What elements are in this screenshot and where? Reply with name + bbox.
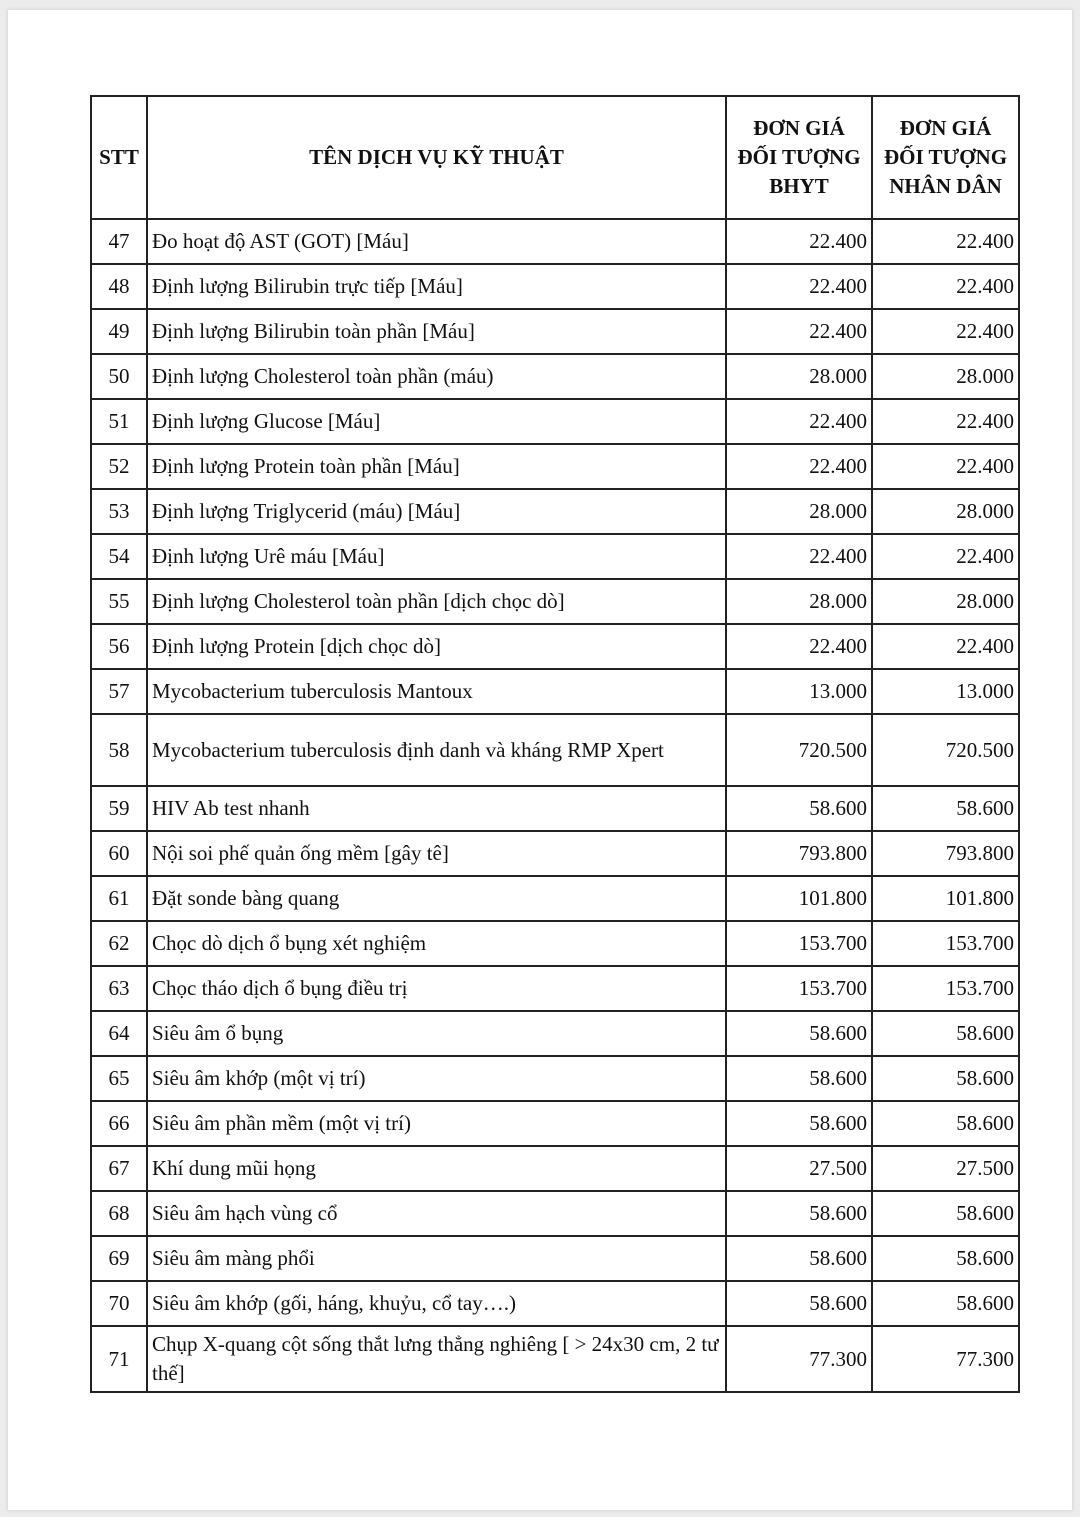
row-stt: 58: [91, 714, 147, 786]
row-price-nhan-dan: 77.300: [872, 1326, 1019, 1392]
table-row: [91, 309, 1019, 354]
row-service-name: Siêu âm phần mềm (một vị trí): [147, 1101, 726, 1146]
row-stt: 71: [91, 1326, 147, 1392]
row-price-nhan-dan: 27.500: [872, 1146, 1019, 1191]
header-bhyt-line-3: BHYT: [769, 174, 829, 198]
row-price-bhyt: 28.000: [726, 579, 872, 624]
row-price-bhyt: 22.400: [726, 624, 872, 669]
row-stt: 66: [91, 1101, 147, 1146]
row-stt: 68: [91, 1191, 147, 1236]
table-row: [91, 1011, 1019, 1056]
table-row: [91, 669, 1019, 714]
row-price-nhan-dan: 28.000: [872, 354, 1019, 399]
row-price-bhyt: 793.800: [726, 831, 872, 876]
header-nhan-dan-line-1: ĐƠN GIÁ: [899, 116, 992, 140]
row-price-nhan-dan: 58.600: [872, 1056, 1019, 1101]
row-price-bhyt: 58.600: [726, 1101, 872, 1146]
row-stt: 69: [91, 1236, 147, 1281]
row-price-bhyt: 28.000: [726, 489, 872, 534]
header-nhan-dan-line-2: ĐỐI TƯỢNG: [883, 145, 1008, 169]
row-stt: 60: [91, 831, 147, 876]
table-row: [91, 1191, 1019, 1236]
header-stt: STT: [91, 96, 147, 219]
row-service-name: Định lượng Urê máu [Máu]: [147, 534, 726, 579]
table-row: [91, 264, 1019, 309]
table-row: [91, 624, 1019, 669]
table-header: [91, 96, 1019, 219]
row-price-nhan-dan: 58.600: [872, 1236, 1019, 1281]
row-service-name: Định lượng Glucose [Máu]: [147, 399, 726, 444]
row-price-bhyt: 22.400: [726, 444, 872, 489]
row-service-name: Đo hoạt độ AST (GOT) [Máu]: [147, 219, 726, 264]
row-price-nhan-dan: 28.000: [872, 579, 1019, 624]
row-service-name: Siêu âm hạch vùng cổ: [147, 1191, 726, 1236]
table-row: [91, 534, 1019, 579]
row-service-name: Định lượng Protein [dịch chọc dò]: [147, 624, 726, 669]
row-stt: 48: [91, 264, 147, 309]
row-price-bhyt: 58.600: [726, 1236, 872, 1281]
row-stt: 63: [91, 966, 147, 1011]
row-service-name: Khí dung mũi họng: [147, 1146, 726, 1191]
row-price-nhan-dan: 22.400: [872, 309, 1019, 354]
row-price-bhyt: 77.300: [726, 1326, 872, 1392]
row-price-nhan-dan: 58.600: [872, 1281, 1019, 1326]
row-service-name: Định lượng Cholesterol toàn phần (máu): [147, 354, 726, 399]
row-stt: 59: [91, 786, 147, 831]
table-row: [91, 876, 1019, 921]
row-price-nhan-dan: 153.700: [872, 921, 1019, 966]
row-price-nhan-dan: 153.700: [872, 966, 1019, 1011]
table-row: [91, 966, 1019, 1011]
table-row: [91, 921, 1019, 966]
table-row: [91, 714, 1019, 786]
row-price-bhyt: 27.500: [726, 1146, 872, 1191]
row-price-bhyt: 58.600: [726, 1191, 872, 1236]
row-price-nhan-dan: 22.400: [872, 534, 1019, 579]
table-row: [91, 1146, 1019, 1191]
row-service-name: Siêu âm ổ bụng: [147, 1011, 726, 1056]
price-table: [90, 95, 1020, 1393]
table-row: [91, 1236, 1019, 1281]
row-stt: 57: [91, 669, 147, 714]
row-service-name: Siêu âm màng phổi: [147, 1236, 726, 1281]
row-price-bhyt: 22.400: [726, 309, 872, 354]
row-price-nhan-dan: 22.400: [872, 624, 1019, 669]
document-page: [8, 10, 1072, 1510]
row-stt: 65: [91, 1056, 147, 1101]
table-row: [91, 831, 1019, 876]
row-stt: 51: [91, 399, 147, 444]
row-price-bhyt: 22.400: [726, 399, 872, 444]
row-service-name: Định lượng Triglycerid (máu) [Máu]: [147, 489, 726, 534]
row-price-bhyt: 28.000: [726, 354, 872, 399]
row-service-name: Mycobacterium tuberculosis Mantoux: [147, 669, 726, 714]
header-bhyt-line-2: ĐỐI TƯỢNG: [737, 145, 861, 169]
row-stt: 62: [91, 921, 147, 966]
row-price-nhan-dan: 720.500: [872, 714, 1019, 786]
row-price-nhan-dan: 58.600: [872, 786, 1019, 831]
header-price-bhyt: [726, 96, 872, 219]
row-price-bhyt: 58.600: [726, 1011, 872, 1056]
row-price-nhan-dan: 793.800: [872, 831, 1019, 876]
row-service-name: Định lượng Cholesterol toàn phần [dịch chọc dò]: [147, 579, 726, 624]
row-service-name: Chụp X-quang cột sống thắt lưng thẳng nghiêng [ > 24x30 cm, 2 tư thế]: [147, 1326, 726, 1392]
header-nhan-dan-line-3: NHÂN DÂN: [889, 174, 1002, 198]
header-service-name: TÊN DỊCH VỤ KỸ THUẬT: [147, 96, 726, 219]
row-price-nhan-dan: 13.000: [872, 669, 1019, 714]
row-stt: 52: [91, 444, 147, 489]
row-price-nhan-dan: 22.400: [872, 264, 1019, 309]
table-row: [91, 1056, 1019, 1101]
row-stt: 53: [91, 489, 147, 534]
table-row: [91, 579, 1019, 624]
row-service-name: Mycobacterium tuberculosis định danh và kháng RMP Xpert: [147, 714, 726, 786]
header-bhyt-line-1: ĐƠN GIÁ: [753, 116, 845, 140]
row-stt: 47: [91, 219, 147, 264]
header-row: [91, 96, 1019, 219]
table-row: [91, 219, 1019, 264]
row-service-name: Nội soi phế quản ống mềm [gây tê]: [147, 831, 726, 876]
row-stt: 67: [91, 1146, 147, 1191]
row-price-nhan-dan: 22.400: [872, 444, 1019, 489]
row-stt: 50: [91, 354, 147, 399]
row-service-name: Siêu âm khớp (một vị trí): [147, 1056, 726, 1101]
row-price-bhyt: 153.700: [726, 921, 872, 966]
table-row: [91, 1326, 1019, 1392]
row-price-nhan-dan: 22.400: [872, 399, 1019, 444]
row-price-bhyt: 153.700: [726, 966, 872, 1011]
table-row: [91, 489, 1019, 534]
table-row: [91, 399, 1019, 444]
row-stt: 56: [91, 624, 147, 669]
row-stt: 54: [91, 534, 147, 579]
row-price-bhyt: 58.600: [726, 1281, 872, 1326]
row-service-name: Chọc tháo dịch ổ bụng điều trị: [147, 966, 726, 1011]
row-price-nhan-dan: 28.000: [872, 489, 1019, 534]
table-row: [91, 1101, 1019, 1146]
row-stt: 64: [91, 1011, 147, 1056]
row-price-nhan-dan: 58.600: [872, 1011, 1019, 1056]
row-price-bhyt: 58.600: [726, 1056, 872, 1101]
table-row: [91, 1281, 1019, 1326]
row-price-bhyt: 22.400: [726, 219, 872, 264]
row-stt: 61: [91, 876, 147, 921]
header-price-nhan-dan: [872, 96, 1019, 219]
row-service-name: Đặt sonde bàng quang: [147, 876, 726, 921]
table-row: [91, 354, 1019, 399]
row-price-bhyt: 101.800: [726, 876, 872, 921]
row-service-name: Định lượng Bilirubin trực tiếp [Máu]: [147, 264, 726, 309]
row-price-bhyt: 22.400: [726, 264, 872, 309]
table-body: [91, 219, 1019, 1392]
table-row: [91, 786, 1019, 831]
row-price-nhan-dan: 101.800: [872, 876, 1019, 921]
table-row: [91, 444, 1019, 489]
row-service-name: Siêu âm khớp (gối, háng, khuỷu, cổ tay….): [147, 1281, 726, 1326]
row-price-nhan-dan: 58.600: [872, 1101, 1019, 1146]
row-service-name: Chọc dò dịch ổ bụng xét nghiệm: [147, 921, 726, 966]
row-stt: 70: [91, 1281, 147, 1326]
row-price-bhyt: 720.500: [726, 714, 872, 786]
row-price-nhan-dan: 58.600: [872, 1191, 1019, 1236]
row-stt: 55: [91, 579, 147, 624]
row-service-name: HIV Ab test nhanh: [147, 786, 726, 831]
row-stt: 49: [91, 309, 147, 354]
row-price-bhyt: 58.600: [726, 786, 872, 831]
row-price-bhyt: 22.400: [726, 534, 872, 579]
row-price-bhyt: 13.000: [726, 669, 872, 714]
row-service-name: Định lượng Bilirubin toàn phần [Máu]: [147, 309, 726, 354]
row-service-name: Định lượng Protein toàn phần [Máu]: [147, 444, 726, 489]
row-price-nhan-dan: 22.400: [872, 219, 1019, 264]
